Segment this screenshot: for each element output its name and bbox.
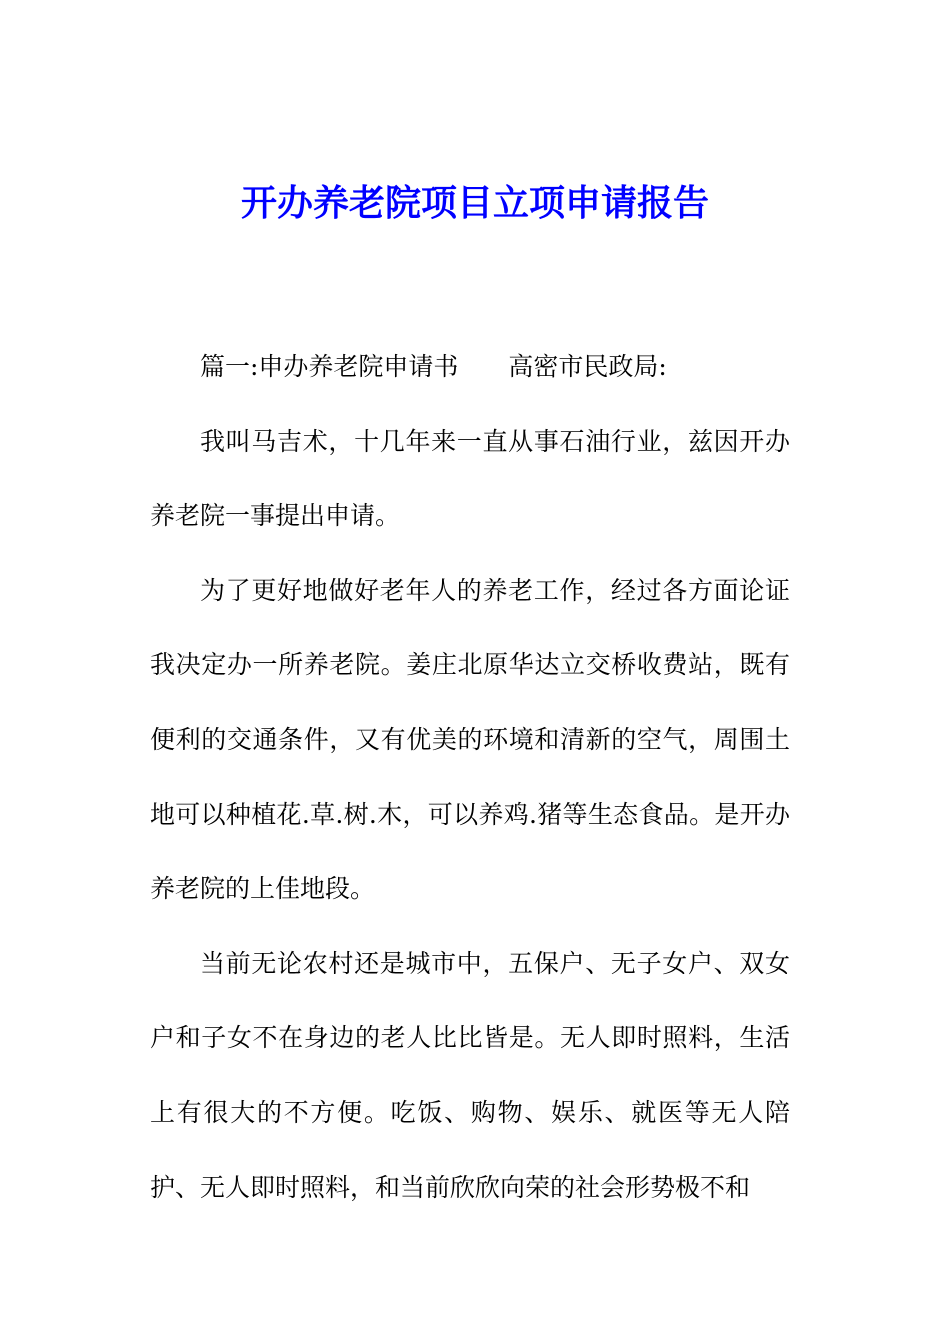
document-title: 开办养老院项目立项申请报告 <box>240 183 709 224</box>
paragraph-3: 为了更好地做好老年人的养老工作，经过各方面论证我决定办一所养老院。姜庄北原华达立交桥收费站，既有便利的交通条件，又有优美的环境和清新的空气，周围土地可以种植花.草.树.木，可以养鸡.猪等生态食品。是开办养老院的上佳地段。 <box>150 575 790 904</box>
paragraph-1: 篇一:申办养老院申请书 高密市民政局: <box>200 352 667 381</box>
paragraph-2: 我叫马吉术，十几年来一直从事石油行业，兹因开办养老院一事提出申请。 <box>150 426 790 531</box>
paragraph-4: 当前无论农村还是城市中，五保户、无子女户、双女户和子女不在身边的老人比比皆是。无人即时照料，生活上有很大的不方便。吃饭、购物、娱乐、就医等无人陪护、无人即时照料，和当前欣欣向荣的社会形势极不和 <box>150 948 790 1202</box>
document-body <box>150 330 790 1225</box>
